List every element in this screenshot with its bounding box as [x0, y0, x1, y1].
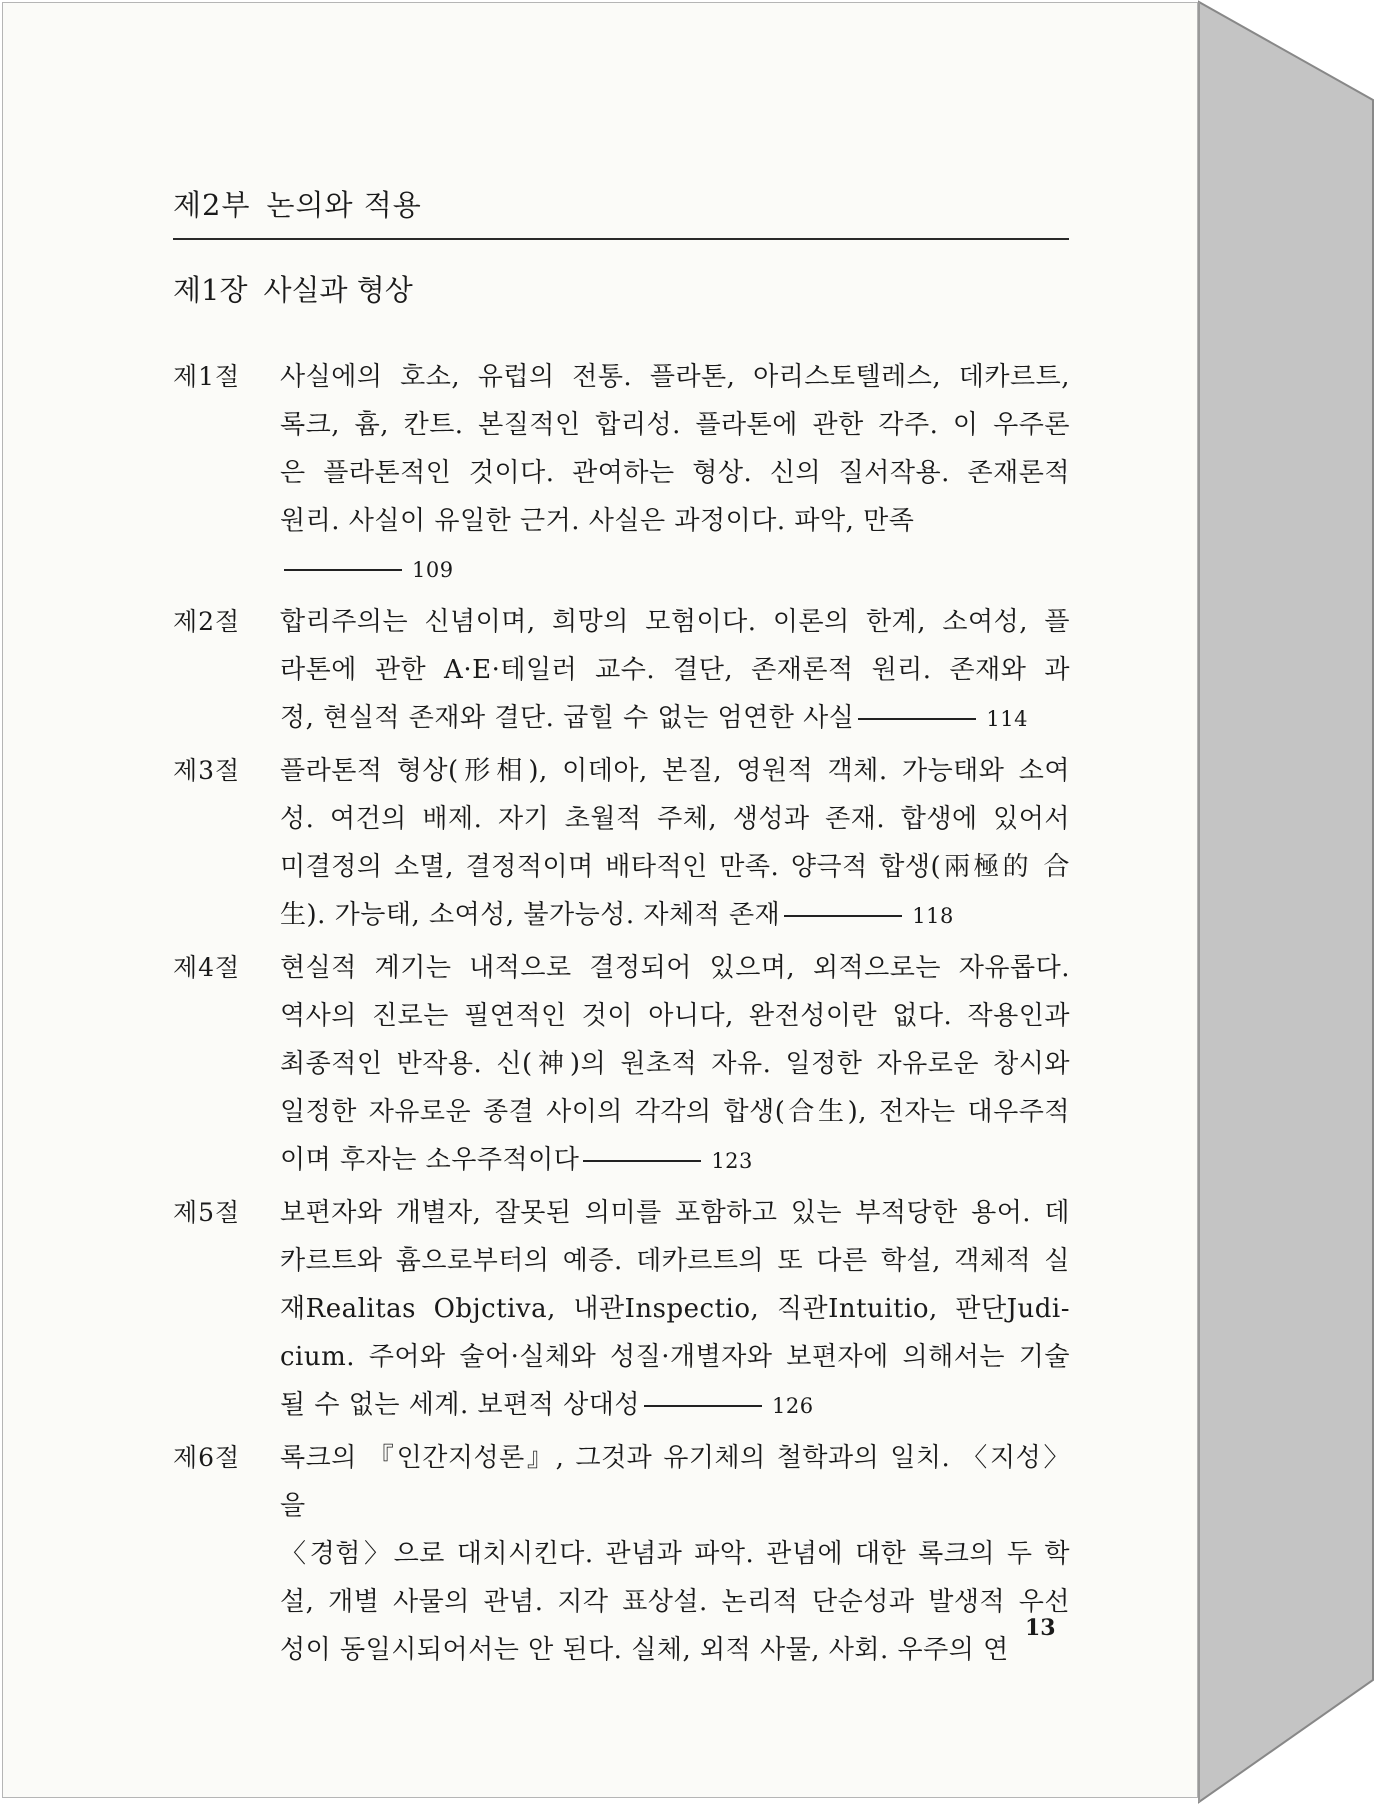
section-label: 제6절 — [173, 1443, 241, 1472]
summary-line: 합리주의는 신념이며, 희망의 모험이다. 이론의 한계, 소여성, 플 — [280, 607, 1070, 637]
summary-line: 은 플라톤적인 것이다. 관여하는 형상. 신의 질서작용. 존재론적 — [280, 458, 1070, 488]
section-summary — [280, 1434, 1070, 1674]
summary-line: 최종적인 반작용. 신(神)의 원초적 자유. 일정한 자유로운 창시와 — [280, 1049, 1070, 1079]
summary-line: 설, 개별 사물의 관념. 지각 표상설. 논리적 단순성과 발생적 우선 — [280, 1587, 1070, 1617]
summary-line: cium. 주어와 술어·실체와 성질·개별자와 보편자에 의해서는 기술 — [280, 1342, 1070, 1372]
section-page-number[interactable]: 118 — [912, 904, 954, 928]
toc-section — [173, 944, 1073, 1185]
section-summary — [280, 747, 1070, 940]
leader-dash — [583, 1160, 701, 1162]
section-list — [173, 353, 1073, 1674]
chapter-number: 제1장 — [173, 273, 248, 307]
section-summary — [280, 353, 1070, 594]
summary-line: 보편자와 개별자, 잘못된 의미를 포함하고 있는 부적당한 용어. 데 — [280, 1198, 1070, 1228]
section-summary — [280, 1189, 1070, 1430]
summary-line: 이며 후자는 소우주적이다 123 — [280, 1145, 753, 1175]
summary-line: 정, 현실적 존재와 결단. 굽힐 수 없는 엄연한 사실 114 — [280, 703, 1028, 733]
section-label: 제5절 — [173, 1198, 241, 1227]
summary-line: 역사의 진로는 필연적인 것이 아니다, 완전성이란 없다. 작용인과 — [280, 1001, 1070, 1031]
toc-section — [173, 1189, 1073, 1430]
summary-line: 일정한 자유로운 종결 사이의 각각의 합생(合生), 전자는 대우주적 — [280, 1097, 1070, 1127]
part-header — [173, 183, 1069, 240]
section-label: 제4절 — [173, 953, 241, 982]
section-label: 제3절 — [173, 756, 241, 785]
section-summary — [280, 598, 1070, 743]
toc-section — [173, 1434, 1073, 1674]
page-number: 13 — [1025, 1615, 1056, 1641]
part-number: 제2부 — [173, 188, 251, 222]
section-label: 제2절 — [173, 607, 241, 636]
summary-line: 사실에의 호소, 유럽의 전통. 플라톤, 아리스토텔레스, 데카르트, — [280, 362, 1070, 392]
summary-line: 플라톤적 형상(形相), 이데아, 본질, 영원적 객체. 가능태와 소여 — [280, 756, 1070, 786]
toc-content — [173, 183, 1073, 1678]
book-page — [2, 2, 1198, 1798]
summary-line: 될 수 없는 세계. 보편적 상대성 126 — [280, 1390, 814, 1420]
summary-line — [280, 545, 1070, 594]
toc-section — [173, 353, 1073, 594]
toc-section — [173, 598, 1073, 743]
section-summary — [280, 944, 1070, 1185]
summary-line: 〈경험〉으로 대치시킨다. 관념과 파악. 관념에 대한 록크의 두 학 — [280, 1539, 1070, 1569]
summary-line: 현실적 계기는 내적으로 결정되어 있으며, 외적으로는 자유롭다. — [280, 953, 1070, 983]
summary-line: 성이 동일시되어서는 안 된다. 실체, 외적 사물, 사회. 우주의 연 — [280, 1635, 1009, 1665]
summary-line: 록크의 『인간지성론』, 그것과 유기체의 철학과의 일치. 〈지성〉을 — [280, 1443, 1070, 1521]
summary-line: 미결정의 소멸, 결정적이며 배타적인 만족. 양극적 합생(兩極的 合 — [280, 852, 1070, 882]
summary-line: 원리. 사실이 유일한 근거. 사실은 과정이다. 파악, 만족 — [280, 506, 915, 536]
leader-dash — [644, 1405, 762, 1407]
chapter-heading — [173, 268, 1073, 309]
toc-section — [173, 747, 1073, 940]
section-page-number[interactable]: 109 — [412, 558, 454, 582]
summary-line: 록크, 흄, 칸트. 본질적인 합리성. 플라톤에 관한 각주. 이 우주론 — [280, 410, 1070, 440]
section-page-number[interactable]: 123 — [711, 1149, 753, 1173]
leader-dash — [284, 569, 402, 571]
summary-line: 카르트와 흄으로부터의 예증. 데카르트의 또 다른 학설, 객체적 실 — [280, 1246, 1070, 1276]
leader-dash — [784, 915, 902, 917]
summary-line: 生). 가능태, 소여성, 불가능성. 자체적 존재 118 — [280, 900, 954, 930]
section-page-number[interactable]: 114 — [986, 707, 1028, 731]
summary-line: 라톤에 관한 A·E·테일러 교수. 결단, 존재론적 원리. 존재와 과 — [280, 655, 1070, 685]
section-page-number[interactable]: 126 — [771, 1394, 814, 1418]
summary-line: 재Realitas Objctiva, 내관Inspectio, 직관Intuitio, 판단Judi- — [280, 1294, 1070, 1324]
part-title: 논의와 적용 — [266, 188, 422, 222]
chapter-title: 사실과 형상 — [263, 273, 413, 307]
summary-line: 성. 여건의 배제. 자기 초월적 주체, 생성과 존재. 합생에 있어서 — [280, 804, 1070, 834]
section-label: 제1절 — [173, 362, 241, 391]
leader-dash — [858, 718, 976, 720]
